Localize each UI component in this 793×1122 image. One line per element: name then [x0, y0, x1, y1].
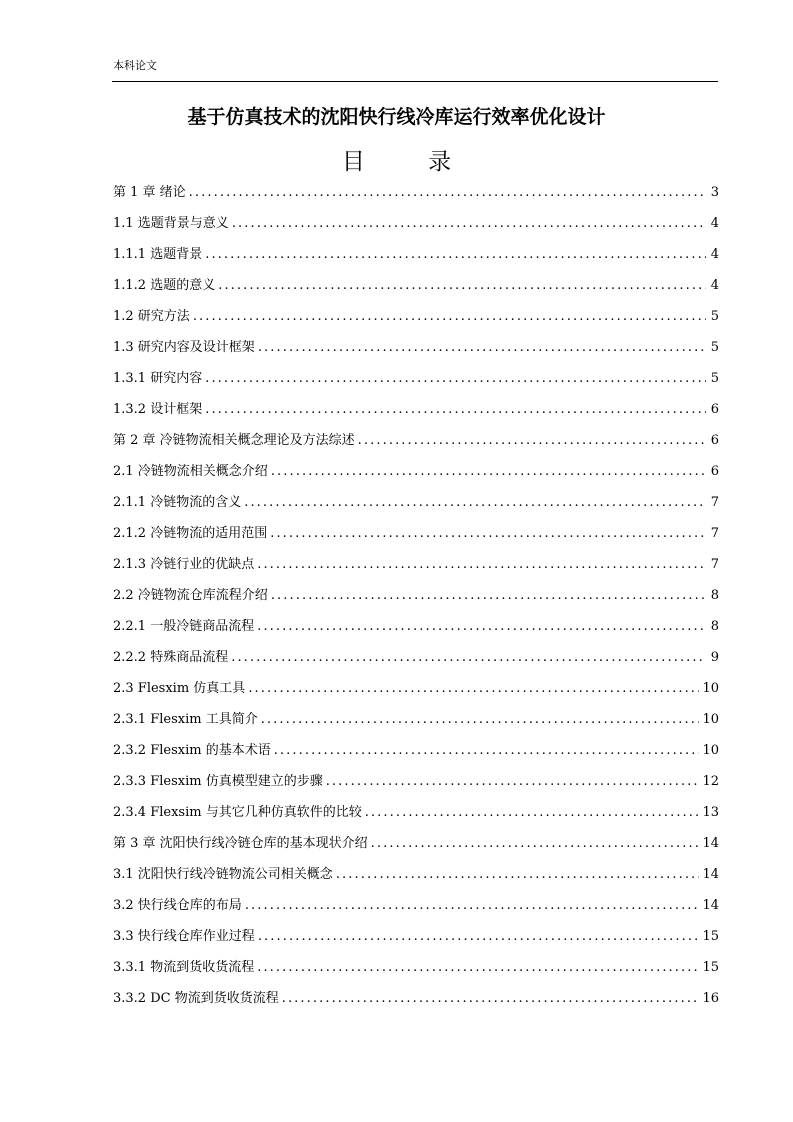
- toc-entry-page-number: 12: [702, 774, 719, 789]
- toc-entry[interactable]: [113, 928, 719, 959]
- toc-entry-page-number: 14: [702, 836, 719, 851]
- toc-dot-leader: [205, 246, 706, 264]
- toc-entry[interactable]: [113, 680, 719, 711]
- toc-entry-page-number: 9: [710, 650, 719, 665]
- toc-dot-leader: [232, 215, 706, 233]
- toc-entry[interactable]: [113, 184, 719, 215]
- toc-dot-leader: [258, 339, 706, 357]
- toc-entry-title: 2.3.3 Flesxim 仿真模型建立的步骤: [113, 774, 323, 789]
- toc-entry[interactable]: [113, 773, 719, 804]
- toc-entry[interactable]: [113, 370, 719, 401]
- toc-entry[interactable]: [113, 525, 719, 556]
- toc-entry-page-number: 4: [710, 247, 719, 262]
- toc-entry[interactable]: [113, 804, 719, 835]
- document-title: 基于仿真技术的沈阳快行线冷库运行效率优化设计: [187, 106, 606, 128]
- toc-entry-title: 2.2 冷链物流仓库流程介绍: [113, 588, 268, 603]
- toc-entry-page-number: 10: [702, 743, 719, 758]
- toc-entry[interactable]: [113, 556, 719, 587]
- table-of-contents: [113, 184, 719, 1021]
- toc-dot-leader: [274, 742, 700, 760]
- toc-entry-title: 2.1.2 冷链物流的适用范围: [113, 526, 268, 541]
- toc-entry[interactable]: [113, 742, 719, 773]
- toc-dot-leader: [205, 401, 706, 419]
- toc-entry[interactable]: [113, 587, 719, 618]
- toc-entry-page-number: 5: [710, 371, 719, 386]
- toc-entry-title: 3.3.1 物流到货收货流程: [113, 960, 255, 975]
- toc-entry-title: 1.3.1 研究内容: [113, 371, 203, 386]
- toc-entry[interactable]: [113, 835, 719, 866]
- toc-entry-page-number: 16: [702, 991, 719, 1006]
- toc-entry-title: 3.1 沈阳快行线冷链物流公司相关概念: [113, 867, 333, 882]
- toc-entry-page-number: 15: [702, 929, 719, 944]
- toc-entry-page-number: 6: [710, 402, 719, 417]
- toc-entry-title: 1.2 研究方法: [113, 309, 190, 324]
- toc-entry[interactable]: [113, 618, 719, 649]
- running-header-label: 本科论文: [113, 59, 157, 72]
- toc-entry[interactable]: [113, 463, 719, 494]
- toc-entry-title: 3.3 快行线仓库作业过程: [113, 929, 255, 944]
- toc-entry-page-number: 7: [710, 495, 719, 510]
- toc-entry-page-number: 13: [702, 805, 719, 820]
- toc-entry[interactable]: [113, 277, 719, 308]
- toc-entry[interactable]: [113, 401, 719, 432]
- toc-entry-page-number: 4: [710, 216, 719, 231]
- toc-dot-leader: [245, 897, 700, 915]
- toc-entry[interactable]: [113, 215, 719, 246]
- toc-entry-title: 2.3 Flesxim 仿真工具: [113, 681, 246, 696]
- toc-entry-page-number: 3: [710, 185, 719, 200]
- toc-dot-leader: [271, 463, 706, 481]
- toc-entry[interactable]: [113, 990, 719, 1021]
- toc-dot-leader: [193, 308, 706, 326]
- toc-entry-page-number: 8: [710, 588, 719, 603]
- toc-entry[interactable]: [113, 339, 719, 370]
- toc-dot-leader: [248, 680, 699, 698]
- toc-entry-page-number: 10: [702, 712, 719, 727]
- toc-entry-page-number: 5: [710, 340, 719, 355]
- toc-entry[interactable]: [113, 308, 719, 339]
- toc-entry-title: 2.3.4 Flexsim 与其它几种仿真软件的比较: [113, 805, 362, 820]
- toc-entry-page-number: 10: [702, 681, 719, 696]
- toc-entry[interactable]: [113, 866, 719, 897]
- toc-dot-leader: [358, 432, 706, 450]
- toc-dot-leader: [271, 587, 706, 605]
- toc-entry-title: 1.3 研究内容及设计框架: [113, 340, 255, 355]
- toc-entry-title: 第 3 章 沈阳快行线冷链仓库的基本现状介绍: [113, 836, 368, 851]
- toc-entry-title: 2.3.1 Flesxim 工具简介: [113, 712, 258, 727]
- toc-entry-title: 第 1 章 绪论: [113, 185, 186, 200]
- toc-heading: 目 录: [341, 149, 480, 175]
- toc-entry[interactable]: [113, 711, 719, 742]
- toc-entry-title: 2.3.2 Flesxim 的基本术语: [113, 743, 271, 758]
- toc-entry-page-number: 6: [710, 464, 719, 479]
- toc-entry-page-number: 7: [710, 557, 719, 572]
- toc-dot-leader: [365, 804, 700, 822]
- toc-dot-leader: [257, 959, 699, 977]
- toc-entry-title: 2.1 冷链物流相关概念介绍: [113, 464, 268, 479]
- toc-entry[interactable]: [113, 494, 719, 525]
- toc-entry-page-number: 6: [710, 433, 719, 448]
- toc-dot-leader: [270, 525, 706, 543]
- header-divider: [112, 81, 718, 82]
- toc-entry-title: 第 2 章 冷链物流相关概念理论及方法综述: [113, 433, 355, 448]
- toc-entry-title: 3.3.2 DC 物流到货收货流程: [113, 991, 279, 1006]
- toc-entry-page-number: 8: [710, 619, 719, 634]
- toc-dot-leader: [282, 990, 700, 1008]
- toc-dot-leader: [261, 711, 700, 729]
- toc-entry-title: 2.2.1 一般冷链商品流程: [113, 619, 255, 634]
- toc-dot-leader: [231, 649, 706, 667]
- toc-entry-title: 1.1 选题背景与意义: [113, 216, 229, 231]
- toc-entry[interactable]: [113, 432, 719, 463]
- toc-entry-page-number: 14: [702, 898, 719, 913]
- toc-entry[interactable]: [113, 897, 719, 928]
- toc-dot-leader: [326, 773, 700, 791]
- toc-entry-title: 3.2 快行线仓库的布局: [113, 898, 242, 913]
- toc-entry-page-number: 15: [702, 960, 719, 975]
- toc-entry[interactable]: [113, 959, 719, 990]
- toc-entry-page-number: 7: [710, 526, 719, 541]
- toc-entry-title: 1.1.2 选题的意义: [113, 278, 216, 293]
- toc-dot-leader: [205, 370, 706, 388]
- toc-entry-title: 1.1.1 选题背景: [113, 247, 203, 262]
- toc-dot-leader: [258, 928, 700, 946]
- toc-entry-title: 2.1.3 冷链行业的优缺点: [113, 557, 255, 572]
- toc-dot-leader: [189, 184, 706, 202]
- toc-entry-page-number: 5: [710, 309, 719, 324]
- toc-dot-leader: [257, 618, 706, 636]
- toc-entry-title: 1.3.2 设计框架: [113, 402, 203, 417]
- toc-entry-title: 2.2.2 特殊商品流程: [113, 650, 229, 665]
- toc-dot-leader: [336, 866, 700, 884]
- toc-entry-page-number: 14: [702, 867, 719, 882]
- toc-dot-leader: [257, 556, 706, 574]
- toc-dot-leader: [244, 494, 706, 512]
- toc-entry[interactable]: [113, 246, 719, 277]
- toc-dot-leader: [371, 835, 700, 853]
- toc-entry-page-number: 4: [710, 278, 719, 293]
- toc-dot-leader: [218, 277, 706, 295]
- toc-entry[interactable]: [113, 649, 719, 680]
- toc-entry-title: 2.1.1 冷链物流的含义: [113, 495, 242, 510]
